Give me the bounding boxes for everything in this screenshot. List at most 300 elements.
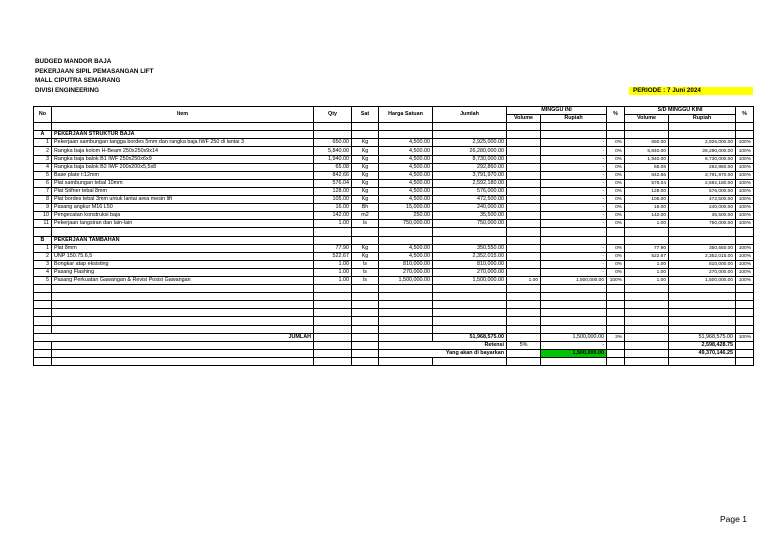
row-mi-pct: 0%: [607, 155, 625, 163]
row-mi-volume: [507, 220, 541, 228]
empty-cell: [52, 293, 314, 301]
header-location: MALL CIPUTRA SEMARANG: [35, 77, 121, 84]
row-qty: 105.00: [314, 196, 352, 204]
empty-cell: [507, 357, 541, 365]
empty-cell: [669, 293, 736, 301]
row-sd-rupiah: 810,000.00: [669, 260, 736, 268]
empty-cell: [541, 285, 607, 293]
empty-cell: [736, 349, 754, 357]
row-sat: Kg: [352, 244, 379, 252]
row-harga: 4,500.00: [379, 163, 433, 171]
empty-cell: [736, 309, 754, 317]
empty-cell: [34, 341, 52, 349]
empty-cell: [736, 317, 754, 325]
empty-cell: [379, 301, 433, 309]
empty-cell: [34, 317, 52, 325]
row-mi-volume: [507, 196, 541, 204]
table-row: [34, 260, 754, 268]
retensi-label: Retensi: [379, 341, 507, 349]
header-division: DIVISI ENGINEERING: [35, 87, 100, 94]
empty-cell: [34, 228, 52, 236]
empty-cell: [314, 131, 352, 139]
empty-cell: [507, 309, 541, 317]
empty-row: [34, 357, 754, 365]
retensi-mi-rupiah: -: [541, 341, 607, 349]
row-sat: Kg: [352, 252, 379, 260]
row-sd-rupiah: 292,860.00: [669, 163, 736, 171]
row-mi-rupiah: -: [541, 260, 607, 268]
row-harga: 4,500.00: [379, 139, 433, 147]
empty-cell: [433, 325, 507, 333]
empty-cell: [314, 301, 352, 309]
row-qty: 142.00: [314, 212, 352, 220]
empty-row: [34, 123, 754, 131]
empty-cell: [314, 325, 352, 333]
empty-cell: [34, 285, 52, 293]
empty-cell: [379, 131, 433, 139]
empty-cell: [607, 123, 625, 131]
table-row: [34, 163, 754, 171]
col-pct-mi: %: [607, 107, 625, 123]
empty-cell: [541, 123, 607, 131]
budget-table: [33, 106, 754, 366]
col-qty: Qty: [314, 107, 352, 123]
row-item: Pasang Perkuatan Gawangan & Revisi Posisi Gawangan: [52, 276, 314, 284]
row-mi-rupiah: -: [541, 139, 607, 147]
row-jumlah: 1,500,000.00: [433, 276, 507, 284]
row-sd-pct: 100%: [736, 139, 754, 147]
row-sd-volume: 128.00: [625, 187, 669, 195]
retensi-pct: 5%: [507, 341, 541, 349]
row-sd-pct: 100%: [736, 179, 754, 187]
retensi-sd-rupiah: 2,598,428.75: [669, 341, 736, 349]
empty-cell: [541, 301, 607, 309]
empty-cell: [607, 293, 625, 301]
row-mi-pct: 0%: [607, 268, 625, 276]
row-item: Plat sambungan tebal 10mm: [52, 179, 314, 187]
row-mi-rupiah: -: [541, 187, 607, 195]
row-mi-volume: [507, 171, 541, 179]
row-qty: 128.00: [314, 187, 352, 195]
empty-cell: [52, 123, 314, 131]
col-sd-minggu-kini: S/D MINGGU KINI: [625, 107, 736, 115]
empty-cell: [625, 333, 669, 341]
empty-row: [34, 309, 754, 317]
row-jumlah: 270,000.00: [433, 268, 507, 276]
row-sat: Kg: [352, 179, 379, 187]
row-harga: 270,000.00: [379, 268, 433, 276]
row-sd-volume: 16.00: [625, 204, 669, 212]
row-sd-rupiah: 750,000.00: [669, 220, 736, 228]
row-item: Rangka baja balok B1 IWF 250x250x6x9: [52, 155, 314, 163]
row-mi-rupiah: -: [541, 268, 607, 276]
section-code: B: [34, 236, 52, 244]
empty-cell: [52, 325, 314, 333]
row-qty: 1.00: [314, 220, 352, 228]
empty-cell: [379, 333, 433, 341]
empty-cell: [433, 131, 507, 139]
empty-cell: [625, 228, 669, 236]
table-row: [34, 187, 754, 195]
empty-cell: [736, 301, 754, 309]
empty-cell: [625, 236, 669, 244]
table-row: [34, 252, 754, 260]
row-mi-pct: 0%: [607, 220, 625, 228]
row-qty: 842.66: [314, 171, 352, 179]
row-sd-rupiah: 472,500.00: [669, 196, 736, 204]
row-mi-volume: [507, 268, 541, 276]
row-jumlah: 810,000.00: [433, 260, 507, 268]
row-item: UNP 150.75.6,5: [52, 252, 314, 260]
empty-cell: [34, 123, 52, 131]
col-mi-volume: Volume: [507, 115, 541, 123]
empty-cell: [541, 293, 607, 301]
row-mi-volume: [507, 139, 541, 147]
row-sd-rupiah: 3,791,970.00: [669, 171, 736, 179]
col-harga: Harga Satuan: [379, 107, 433, 123]
empty-cell: [736, 285, 754, 293]
row-no: 6: [34, 179, 52, 187]
table-row: [34, 268, 754, 276]
empty-cell: [379, 357, 433, 365]
row-mi-rupiah: -: [541, 196, 607, 204]
empty-cell: [314, 341, 352, 349]
jumlah-mi-rupiah: 1,500,000.00: [541, 333, 607, 341]
row-mi-volume: [507, 179, 541, 187]
empty-cell: [736, 228, 754, 236]
row-mi-rupiah: -: [541, 163, 607, 171]
empty-cell: [34, 309, 52, 317]
bayar-label: Yang akan di bayarkan: [379, 349, 507, 357]
row-qty: 650.00: [314, 139, 352, 147]
empty-cell: [607, 325, 625, 333]
empty-cell: [433, 293, 507, 301]
empty-cell: [669, 317, 736, 325]
header-project: PEKERJAAN SIPIL PEMASANGAN LIFT: [35, 68, 154, 75]
empty-row: [34, 325, 754, 333]
row-mi-volume: [507, 187, 541, 195]
row-harga: 4,500.00: [379, 187, 433, 195]
empty-cell: [352, 301, 379, 309]
row-no: 4: [34, 268, 52, 276]
section-row: [34, 236, 754, 244]
row-mi-rupiah: 1,500,000.00: [541, 276, 607, 284]
empty-cell: [314, 357, 352, 365]
empty-cell: [352, 341, 379, 349]
empty-cell: [352, 123, 379, 131]
retensi-row: [34, 341, 754, 349]
row-item: Pasang angkur M16 L50: [52, 204, 314, 212]
col-minggu-ini: MINGGU INI: [507, 107, 607, 115]
table-row: [34, 171, 754, 179]
col-sd-rupiah: Rupiah: [669, 115, 736, 123]
empty-cell: [625, 293, 669, 301]
row-item: Rangka baja balok B2 IWF 200x200x5,5x8: [52, 163, 314, 171]
row-no: 2: [34, 147, 52, 155]
empty-cell: [379, 236, 433, 244]
row-harga: 4,500.00: [379, 196, 433, 204]
empty-cell: [607, 349, 625, 357]
row-sd-volume: 105.00: [625, 196, 669, 204]
row-mi-pct: 0%: [607, 187, 625, 195]
empty-cell: [669, 325, 736, 333]
row-jumlah: 240,000.00: [433, 204, 507, 212]
row-sat: Kg: [352, 155, 379, 163]
row-jumlah: 350,550.00: [433, 244, 507, 252]
jumlah-row: [34, 333, 754, 341]
empty-cell: [314, 309, 352, 317]
empty-cell: [433, 309, 507, 317]
row-mi-volume: 1.00: [507, 276, 541, 284]
row-sd-volume: 65.08: [625, 163, 669, 171]
row-mi-pct: 0%: [607, 252, 625, 260]
row-mi-volume: [507, 212, 541, 220]
row-no: 7: [34, 187, 52, 195]
row-sd-rupiah: 8,730,000.00: [669, 155, 736, 163]
row-sat: ls: [352, 268, 379, 276]
row-sd-volume: 77.90: [625, 244, 669, 252]
row-item: Rangka baja kolom H-Beam 250x250x9x14: [52, 147, 314, 155]
empty-cell: [625, 357, 669, 365]
empty-cell: [314, 236, 352, 244]
empty-cell: [433, 301, 507, 309]
row-harga: 750,000.00: [379, 220, 433, 228]
row-qty: 65.08: [314, 163, 352, 171]
row-qty: 1.00: [314, 276, 352, 284]
col-item: Item: [52, 107, 314, 123]
row-mi-rupiah: -: [541, 212, 607, 220]
empty-row: [34, 317, 754, 325]
empty-cell: [541, 357, 607, 365]
bayar-row: [34, 349, 754, 357]
row-mi-volume: [507, 155, 541, 163]
row-harga: 4,500.00: [379, 252, 433, 260]
empty-cell: [352, 236, 379, 244]
row-sd-rupiah: 2,925,000.00: [669, 139, 736, 147]
row-no: 5: [34, 276, 52, 284]
empty-cell: [736, 357, 754, 365]
empty-cell: [52, 309, 314, 317]
row-no: 10: [34, 212, 52, 220]
empty-cell: [541, 317, 607, 325]
row-mi-pct: 0%: [607, 260, 625, 268]
table-row: [34, 147, 754, 155]
row-mi-rupiah: -: [541, 155, 607, 163]
row-sd-pct: 100%: [736, 276, 754, 284]
empty-cell: [669, 357, 736, 365]
row-mi-rupiah: -: [541, 147, 607, 155]
section-title: PEKERJAAN STRUKTUR BAJA: [52, 131, 314, 139]
empty-cell: [314, 123, 352, 131]
row-sd-pct: 100%: [736, 196, 754, 204]
empty-cell: [669, 236, 736, 244]
empty-cell: [52, 317, 314, 325]
row-sd-pct: 100%: [736, 244, 754, 252]
row-mi-rupiah: -: [541, 171, 607, 179]
empty-cell: [379, 317, 433, 325]
col-mi-rupiah: Rupiah: [541, 115, 607, 123]
row-mi-volume: [507, 244, 541, 252]
row-sat: ls: [352, 220, 379, 228]
row-jumlah: 576,000.00: [433, 187, 507, 195]
row-sd-rupiah: 576,000.00: [669, 187, 736, 195]
empty-cell: [507, 301, 541, 309]
empty-cell: [352, 349, 379, 357]
row-sat: Kg: [352, 163, 379, 171]
row-sd-pct: 100%: [736, 220, 754, 228]
empty-cell: [541, 228, 607, 236]
empty-cell: [52, 341, 314, 349]
empty-cell: [507, 333, 541, 341]
empty-cell: [507, 285, 541, 293]
row-sd-volume: 1,940.00: [625, 155, 669, 163]
empty-cell: [379, 309, 433, 317]
empty-cell: [507, 293, 541, 301]
empty-cell: [625, 131, 669, 139]
row-sat: Bh: [352, 204, 379, 212]
row-sd-pct: 100%: [736, 187, 754, 195]
bayar-sd-rupiah: 49,370,146.25: [669, 349, 736, 357]
row-no: 11: [34, 220, 52, 228]
empty-cell: [625, 325, 669, 333]
col-pct-sd: %: [736, 107, 754, 123]
row-item: Plat 8mm: [52, 244, 314, 252]
empty-cell: [314, 285, 352, 293]
empty-row: [34, 228, 754, 236]
page-number: Page 1: [720, 514, 747, 524]
row-sd-volume: 650.00: [625, 139, 669, 147]
row-mi-volume: [507, 163, 541, 171]
table-row: [34, 220, 754, 228]
row-sat: Kg: [352, 171, 379, 179]
row-mi-pct: 0%: [607, 163, 625, 171]
row-sat: m2: [352, 212, 379, 220]
table-row: [34, 244, 754, 252]
row-sd-rupiah: 26,280,000.00: [669, 147, 736, 155]
empty-cell: [669, 285, 736, 293]
row-harga: 4,500.00: [379, 244, 433, 252]
empty-cell: [507, 228, 541, 236]
header-row-1: [34, 107, 754, 115]
row-qty: 522.67: [314, 252, 352, 260]
row-mi-pct: 0%: [607, 204, 625, 212]
empty-cell: [736, 123, 754, 131]
empty-cell: [625, 309, 669, 317]
row-mi-volume: [507, 252, 541, 260]
row-qty: 16.00: [314, 204, 352, 212]
empty-cell: [607, 341, 625, 349]
empty-cell: [352, 293, 379, 301]
empty-cell: [736, 293, 754, 301]
row-sd-volume: 576.04: [625, 179, 669, 187]
empty-cell: [433, 357, 507, 365]
header-company: BUDGED MANDOR BAJA: [35, 58, 112, 65]
row-sd-pct: 100%: [736, 147, 754, 155]
row-item: Bongkar atap eksisting: [52, 260, 314, 268]
row-jumlah: 2,592,180.00: [433, 179, 507, 187]
row-no: 1: [34, 244, 52, 252]
jumlah-label: JUMLAH: [34, 333, 314, 341]
empty-cell: [34, 357, 52, 365]
row-sd-pct: 100%: [736, 252, 754, 260]
empty-cell: [34, 301, 52, 309]
empty-cell: [625, 349, 669, 357]
row-jumlah: 26,280,000.00: [433, 147, 507, 155]
row-item: Pasang Flashing: [52, 268, 314, 276]
row-mi-pct: 0%: [607, 179, 625, 187]
row-mi-rupiah: -: [541, 179, 607, 187]
table-row: [34, 204, 754, 212]
jumlah-mi-pct: 3%: [607, 333, 625, 341]
empty-cell: [607, 131, 625, 139]
periode-label: PERIODE : 7 Juni 2024: [629, 87, 753, 95]
empty-cell: [607, 228, 625, 236]
empty-cell: [352, 131, 379, 139]
row-sd-pct: 100%: [736, 155, 754, 163]
row-sd-volume: 1.00: [625, 276, 669, 284]
row-sat: ls: [352, 260, 379, 268]
row-harga: 250.00: [379, 212, 433, 220]
row-sat: Kg: [352, 196, 379, 204]
jumlah-sd-pct: 100%: [736, 333, 754, 341]
empty-cell: [52, 301, 314, 309]
table-row: [34, 212, 754, 220]
empty-cell: [314, 293, 352, 301]
col-no: No: [34, 107, 52, 123]
empty-row: [34, 301, 754, 309]
empty-cell: [736, 131, 754, 139]
row-sd-pct: 100%: [736, 260, 754, 268]
empty-cell: [52, 349, 314, 357]
empty-cell: [669, 228, 736, 236]
row-mi-rupiah: -: [541, 204, 607, 212]
empty-cell: [352, 317, 379, 325]
row-mi-pct: 100%: [607, 276, 625, 284]
empty-cell: [352, 333, 379, 341]
row-sd-volume: 1.00: [625, 268, 669, 276]
row-mi-volume: [507, 204, 541, 212]
row-jumlah: 472,500.00: [433, 196, 507, 204]
empty-cell: [736, 341, 754, 349]
empty-cell: [433, 317, 507, 325]
row-no: 3: [34, 260, 52, 268]
row-no: 9: [34, 204, 52, 212]
row-jumlah: 35,500.00: [433, 212, 507, 220]
empty-cell: [352, 228, 379, 236]
jumlah-value: 51,968,575.00: [433, 333, 507, 341]
table-row: [34, 155, 754, 163]
row-qty: 576.04: [314, 179, 352, 187]
empty-cell: [607, 285, 625, 293]
empty-cell: [433, 285, 507, 293]
row-sd-rupiah: 2,592,180.00: [669, 179, 736, 187]
row-sat: Kg: [352, 147, 379, 155]
row-qty: 5,840.00: [314, 147, 352, 155]
row-sd-pct: 100%: [736, 212, 754, 220]
row-sd-rupiah: 35,500.00: [669, 212, 736, 220]
row-sd-pct: 100%: [736, 268, 754, 276]
row-mi-pct: 0%: [607, 244, 625, 252]
empty-cell: [433, 236, 507, 244]
empty-cell: [379, 285, 433, 293]
row-sd-rupiah: 2,352,015.00: [669, 252, 736, 260]
empty-cell: [433, 228, 507, 236]
row-jumlah: 2,925,000.00: [433, 139, 507, 147]
section-row: [34, 131, 754, 139]
empty-cell: [625, 301, 669, 309]
row-harga: 4,500.00: [379, 147, 433, 155]
row-jumlah: 3,791,970.00: [433, 171, 507, 179]
